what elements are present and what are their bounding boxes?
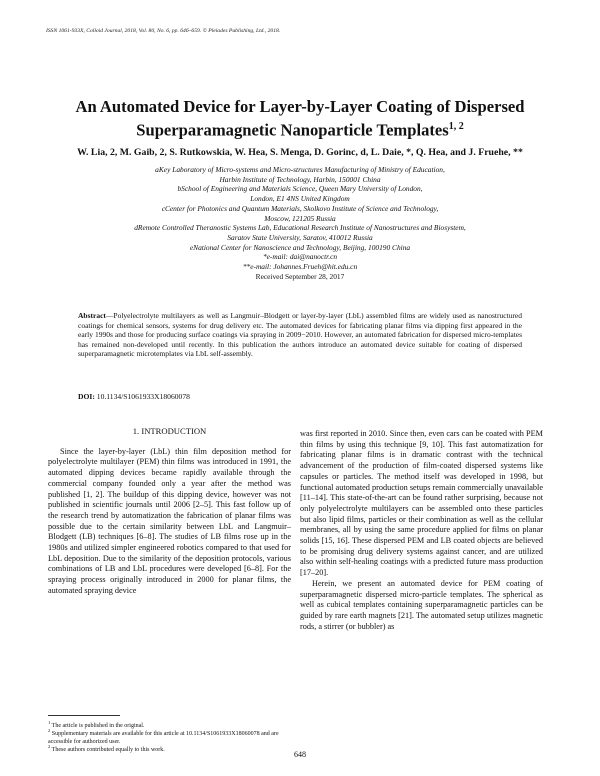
footnote-mark: 2 (48, 728, 51, 733)
author-list: W. Lia, 2, M. Gaib, 2, S. Rutkowskia, W. Hea, S. Menga, D. Gorinc, d, L. Daie, *, Q. Hea, and J. Fruehe, ** (77, 147, 523, 158)
doi-label: DOI: (78, 392, 95, 401)
received-date: Received September 28, 2017 (255, 271, 345, 281)
body-paragraph: Herein, we present an automated device for PEM coating of superparamagnetic dispersed micro-particle templates. The spherical as well as cubical templates containing superparamagnetic particles can be guided by rare earth magnets [21]. The automated setup utilizes magnetic rods, a stirrer (or bubbler) as (300, 578, 543, 631)
affiliation-line: aKey Laboratory of Micro-systems and Micro-structures Manufacturing of Ministry of Education, (155, 165, 445, 174)
doi-value[interactable]: 10.1134/S1061933X18060078 (96, 392, 190, 401)
footnote-mark: 1 (48, 720, 51, 725)
affiliation-line: Saratov State University, Saratov, 410012 Russia (227, 232, 373, 242)
affiliations (60, 165, 540, 281)
right-column (300, 429, 543, 632)
footnote-text: These authors contributed equally to this work. (51, 747, 165, 753)
footnote-mark: 2 (48, 744, 51, 749)
affiliation-line: cCenter for Photonics and Quantum Materials, Skolkovo Institute of Science and Technology, (161, 203, 439, 213)
email-line[interactable]: **e-mail: Johannes.Frueh@hit.edu.cn (242, 262, 358, 272)
body-paragraph: was first reported in 2010. Since then, even cars can be coated with PEM thin films by using this technique [9, 10]. This fast automatization for fabricating planar films is in dramatic contrast with the technical advancement of the production of film-coated dispersed systems like capsules or particles. The method itself was developed in 1998, but functional automated production setups remain commercially unavailable [11–14]. This state-of-the-art can be found rather surprising, because not only polyelectrolyte multilayers can be assembled onto these particles but also lipid films, particles or their combination as well as the cellular membranes, all by using the same procedure applied for films on planar solids [15, 16]. These dispersed PEM and LB coated objects are believed to be promising drug delivery systems against cancer, and are utilized also within self-healing coatings with a predicted future mass production [17–20]. (300, 429, 543, 578)
footnote-text: Supplementary materials are available for this article at 10.1134/S1061933X18060078 and are accessible for authorized user. (48, 731, 279, 745)
left-column (48, 426, 291, 597)
affiliation-line: dRemote Controlled Theranostic Systems Lab, Educational Research Institute of Nanostructures and Biosystem, (134, 223, 466, 233)
body-paragraph: Since the layer-by-layer (LbL) thin film deposition method for polyelectrolyte multilayer (PEM) thin films was introduced in 1991, the automated dipping devices became rapidly available through the commercial company founded only a year after the method was published [1, 2]. The buildup of this dipping device, however was not published in scientific journals until 2006 [2–5]. This fast follow up of the research trend by automatization the fabrication of planar films was possible due to the certain similarity between LbL and Langmuir–Blodgett (LB) techniques [6–8]. The studies of LB films rose up in the 1980s and utilized simpler engineered robotics compared to that used for LbL deposition. Due to the similarity of the deposition protocols, various combinations of LB and LbL procedures were developed [6–8]. For the spraying process originally introduced in 2000 for planar films, the automated spraying device (48, 446, 291, 595)
abstract-label: Abstract (78, 311, 106, 320)
section-heading: 1. INTRODUCTION (132, 426, 207, 436)
footnote-text: The article is published in the original. (51, 723, 145, 729)
journal-header: ISSN 1061-933X, Colloid Journal, 2018, Vol. 80, No. 6, pp. 646–659. © Pleiades Publishing, Ltd., 2018. (46, 28, 281, 34)
abstract (78, 311, 522, 359)
title-line-2-text: Superparamagnetic Nanoparticle Templates (136, 120, 449, 140)
affiliation-line: bSchool of Engineering and Materials Science, Queen Mary University of London, (177, 184, 423, 194)
title-superscript: 1, 2 (448, 121, 464, 132)
email-line[interactable]: *e-mail: dai@nanoctr.cn (262, 252, 338, 262)
abstract-text: —Polyelectrolyte multilayers as well as Langmuir–Blodgett or layer-by-layer (LbL) assembled films are widely used as nanostructured coatings for chemical sensors, systems for drug delivery etc. The automated devices for fabricating planar films via dipping first appeared in the early 1990s and those for producing surface coatings via spraying in 2009−2010. However, an automated fabrication for dispersed micro-templates has remained non-developed until recently. In this publication the authors introduce an automated device suitable for coating of dispersed superparamagnetic microtemplates via LbL self-assembly. (78, 311, 522, 359)
title-line-2 (60, 117, 540, 141)
article-title (60, 97, 540, 141)
title-line-1: An Automated Device for Layer-by-Layer Coating of Dispersed (75, 97, 525, 116)
affiliation-line: eNational Center for Nanoscience and Technology, Beijing, 100190 China (189, 242, 411, 252)
affiliation-line: London, E1 4NS United Kingdom (250, 194, 350, 204)
page-number: 648 (294, 750, 306, 759)
doi (78, 392, 190, 401)
footnote-divider (48, 715, 120, 716)
affiliation-line: Harbin Institute of Technology, Harbin, 150001 China (219, 174, 381, 184)
affiliation-line: Moscow, 121205 Russia (264, 213, 336, 223)
